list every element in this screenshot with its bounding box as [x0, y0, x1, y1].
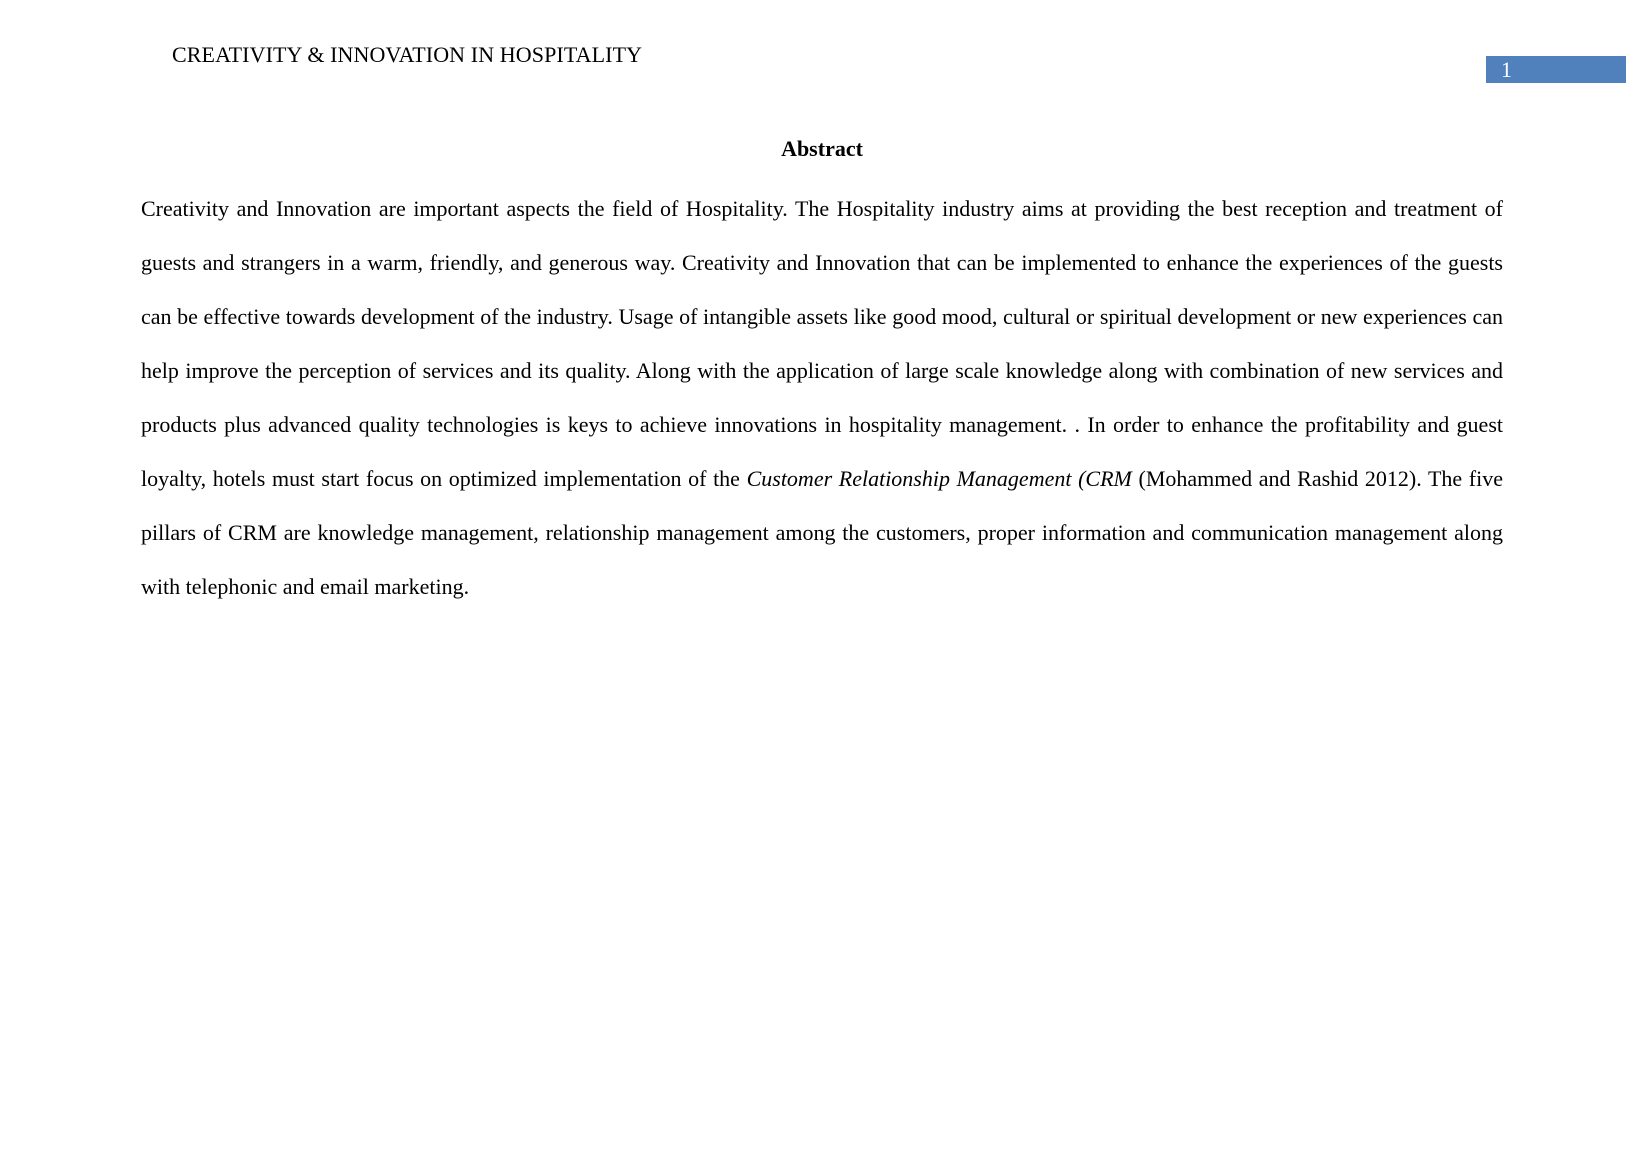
- abstract-paragraph: [141, 182, 1503, 614]
- abstract-text-part1: Creativity and Innovation are important aspects the field of Hospitality. The Hospitality industry aims at providing the best reception and treatment of guests and strangers in a warm, friendly, and generous way. Creativity and Innovation that can be implemented to enhance the experiences of the guests can be effective towards development of the industry. Usage of intangible assets like good mood, cultural or spiritual development or new experiences can help improve the perception of services and its quality. Along with the application of large scale knowledge along with combination of new services and products plus advanced quality technologies is keys to achieve innovations in hospitality management. . In order to enhance the profitability and guest loyalty, hotels must start focus on optimized implementation of the: [141, 196, 1503, 491]
- document-body: [141, 136, 1503, 614]
- page-number-badge: [1486, 56, 1626, 83]
- page-number: 1: [1501, 57, 1512, 82]
- abstract-heading: Abstract: [781, 136, 863, 161]
- abstract-text-part2: (Mohammed and Rashid 2012). The five pillars of CRM are knowledge management, relationship management among the customers, proper information and communication management along with telephonic and email marketing.: [141, 466, 1503, 599]
- running-header-title: CREATIVITY & INNOVATION IN HOSPITALITY: [172, 42, 643, 67]
- abstract-text-italic-term: Customer Relationship Management (CRM: [746, 466, 1132, 491]
